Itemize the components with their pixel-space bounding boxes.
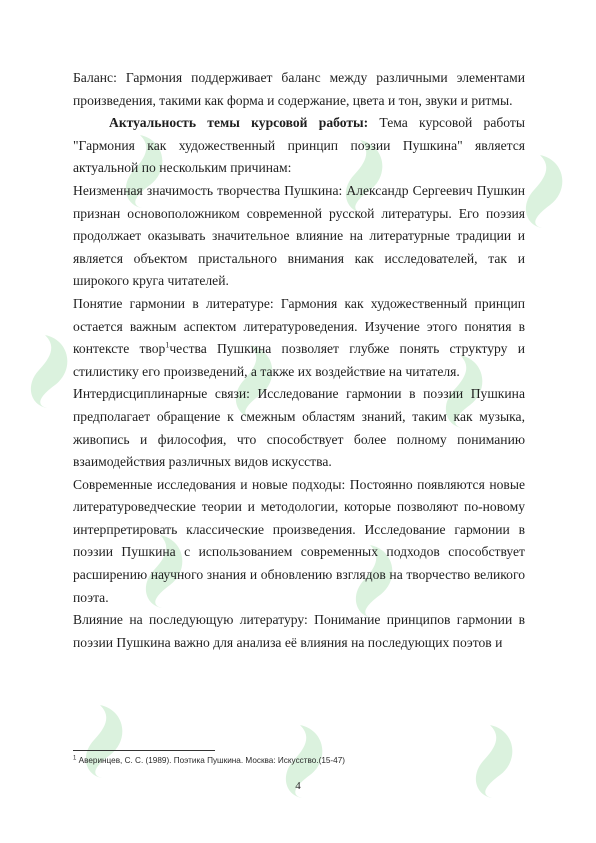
watermark-icon	[80, 700, 132, 780]
harmony-text-part1: Понятие гармонии в литературе: Гармония как художественный принцип остается важным аспектом литературоведения. Изучение этого понятия в контексте твор	[73, 295, 525, 357]
paragraph-influence: Влияние на последующую литературу: Понимание принципов гармонии в поэзии Пушкина важно для анализа её влияния на последующих поэтов и	[73, 612, 525, 650]
body-text	[73, 67, 525, 654]
page-number: 4	[295, 780, 301, 792]
relevance-text: Тема курсовой работы "Гармония как художественный принцип поэзии Пушкина" является актуальной по нескольким причинам:	[73, 115, 525, 176]
footnote-marker: 1	[73, 755, 77, 762]
paragraph-significance: Неизменная значимость творчества Пушкина: Александр Сергеевич Пушкин признан основоположником современной русской литературы. Его поэзия продолжает оказывать значительное влияние на литературные традиции и является объектом пристального внимания как исследователей, так и широкого круга читателей.	[73, 182, 525, 289]
paragraph-relevance	[73, 112, 525, 180]
paragraph-harmony-concept	[73, 293, 525, 383]
watermark-icon	[520, 150, 572, 230]
harmony-text-part2: чества Пушкина позволяет глубже понять структуру и стилистику его произведений, а также их воздействие на читателя.	[73, 341, 525, 379]
paragraph-modern-research: Современные исследования и новые подходы: Постоянно появляются новые литературоведческие теории и методологии, которые позволяют по-новому интерпретировать классические произведения. Исследование гармонии в поэзии Пушкина с использованием современных подходов способствует расширению научного знания и обновлению взглядов на творчество великого поэта.	[73, 476, 525, 605]
paragraph-interdisciplinary: Интердисциплинарные связи: Исследование гармонии в поэзии Пушкина предполагает обращение к смежным областям знаний, таким как музыка, живопись и философия, что способствует более полному пониманию взаимодействия различных видов искусства.	[73, 386, 525, 470]
footnote	[73, 756, 533, 765]
footnote-reference[interactable]: 1	[165, 340, 170, 350]
relevance-heading: Актуальность темы курсовой работы:	[109, 115, 369, 131]
footnote-separator	[73, 750, 215, 751]
footnote-text: Аверинцев, С. С. (1989). Поэтика Пушкина. Москва: Искусство.(15-47)	[76, 756, 345, 765]
paragraph-balance: Баланс: Гармония поддерживает баланс между различными элементами произведения, такими как форма и содержание, цвета и тон, звуки и ритмы.	[73, 70, 525, 108]
watermark-icon	[25, 330, 77, 410]
